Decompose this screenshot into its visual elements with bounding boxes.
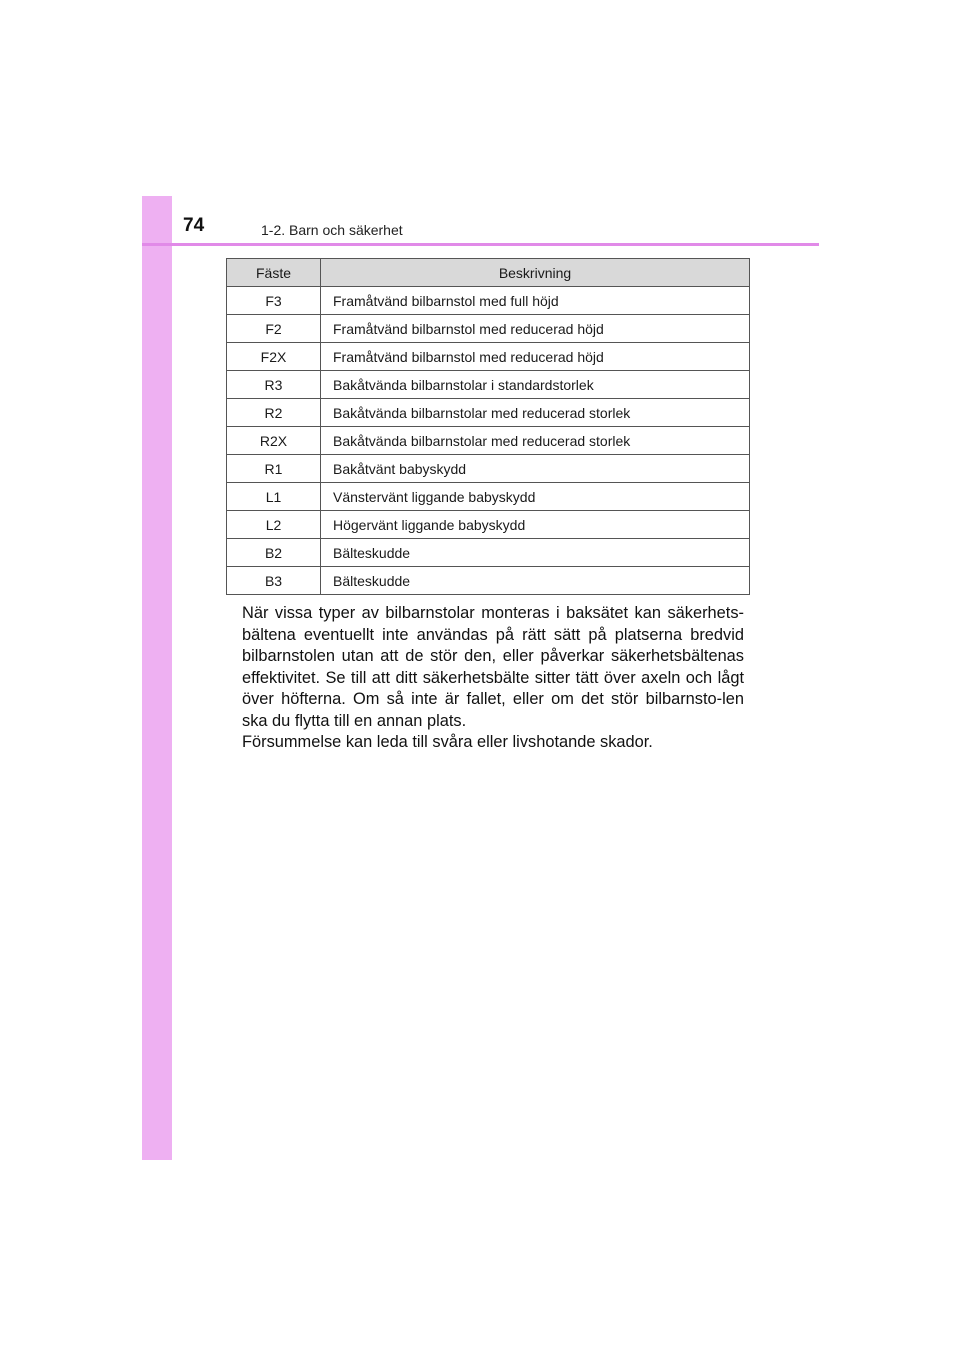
table-row — [227, 315, 750, 343]
column-header-beskrivning: Beskrivning — [321, 259, 750, 287]
column-header-faste: Fäste — [227, 259, 321, 287]
table-row — [227, 511, 750, 539]
fixture-description-cell: Bakåtvänt babyskydd — [321, 455, 750, 483]
table-row — [227, 343, 750, 371]
table-row — [227, 427, 750, 455]
fixture-description-cell: Framåtvänd bilbarnstol med full höjd — [321, 287, 750, 315]
table-row — [227, 371, 750, 399]
fixture-code-cell: L1 — [227, 483, 321, 511]
fixture-description-cell: Högervänt liggande babyskydd — [321, 511, 750, 539]
fixture-code-cell: F3 — [227, 287, 321, 315]
fixture-code-cell: R1 — [227, 455, 321, 483]
fixture-code-cell: F2 — [227, 315, 321, 343]
table-header-row — [227, 259, 750, 287]
fixture-description-cell: Bakåtvända bilbarnstolar i standardstorlek — [321, 371, 750, 399]
fixture-code-cell: R2X — [227, 427, 321, 455]
fixture-code-cell: B2 — [227, 539, 321, 567]
table-row — [227, 399, 750, 427]
fixture-description-cell: Bakåtvända bilbarnstolar med reducerad storlek — [321, 399, 750, 427]
table-row — [227, 539, 750, 567]
fixture-code-cell: L2 — [227, 511, 321, 539]
table-row — [227, 567, 750, 595]
warning-paragraph: När vissa typer av bilbarnstolar monteras i baksätet kan säkerhets-bältena eventuellt inte användas på rätt sätt på platserna bredvid bilbarnstolen utan att de stör den, eller påverkar säkerhetsbältenas effektivitet. Se till att ditt säkerhetsbälte sitter tätt över axeln och lågt över höfterna. Om så inte är fallet, eller om det stör bilbarnsto-len ska du flytta till en annan plats. — [242, 604, 744, 730]
child-seat-fixture-table — [226, 258, 750, 595]
fixture-code-cell: F2X — [227, 343, 321, 371]
fixture-description-cell: Framåtvänd bilbarnstol med reducerad höjd — [321, 343, 750, 371]
chapter-side-tab — [142, 196, 172, 1160]
table-row — [227, 455, 750, 483]
fixture-description-cell: Vänstervänt liggande babyskydd — [321, 483, 750, 511]
table-row — [227, 287, 750, 315]
fixture-code-cell: R2 — [227, 399, 321, 427]
section-title: 1-2. Barn och säkerhet — [261, 222, 403, 238]
fixture-description-cell: Bakåtvända bilbarnstolar med reducerad storlek — [321, 427, 750, 455]
warning-body-text — [242, 603, 744, 754]
fixture-description-cell: Framåtvänd bilbarnstol med reducerad höjd — [321, 315, 750, 343]
fixture-description-cell: Bälteskudde — [321, 539, 750, 567]
header-divider — [142, 243, 819, 246]
table-row — [227, 483, 750, 511]
fixture-description-cell: Bälteskudde — [321, 567, 750, 595]
page-number: 74 — [183, 215, 205, 236]
fixture-code-cell: R3 — [227, 371, 321, 399]
fixture-code-cell: B3 — [227, 567, 321, 595]
warning-consequence-paragraph: Försummelse kan leda till svåra eller livshotande skador. — [242, 733, 653, 751]
